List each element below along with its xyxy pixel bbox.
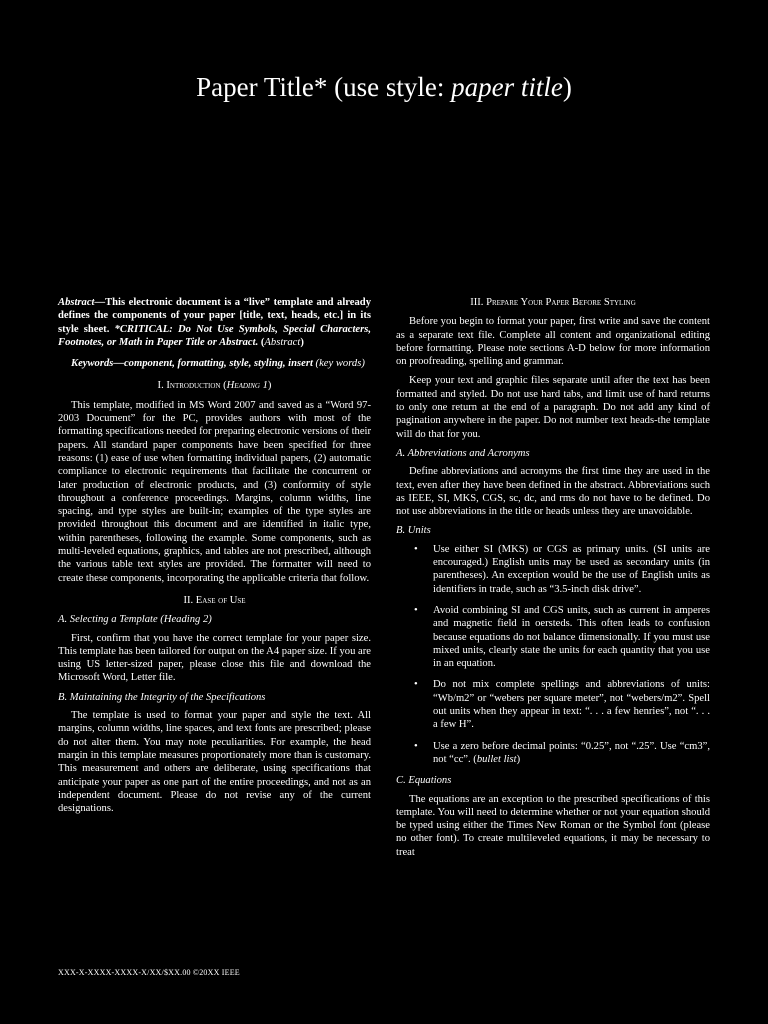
prepare-p2: Keep your text and graphic files separate until after the text has been formatted and styled. Do not use hard tabs, and limit use of hard returns to only one return at the end of a paragraph. Do not add any kind of pagination anywhere in the paper. Do not number text heads-the template will do that for you. xyxy=(396,375,710,440)
title-style-name: paper title xyxy=(451,72,563,102)
list-item xyxy=(396,604,710,670)
intro-heading-style: Heading 1 xyxy=(226,380,268,392)
abstract-label: Abstract xyxy=(58,297,95,308)
paper-title xyxy=(0,72,768,103)
units-bullet-list xyxy=(396,543,710,766)
keywords xyxy=(58,357,371,370)
bullet-icon: • xyxy=(414,740,418,752)
ease-sub-b-heading: B. Maintaining the Integrity of the Specifications xyxy=(58,691,266,703)
bullet-text: Use either SI (MKS) or CGS as primary units. (SI units are encouraged.) English units may be used as secondary units (in parentheses). An exception would be the use of English units as identifiers in trade, such as “3.5-inch disk drive”. xyxy=(433,543,710,595)
ease-sub-a-heading: A. Selecting a Template (Heading 2) xyxy=(58,614,212,626)
left-column xyxy=(58,296,371,815)
list-item xyxy=(396,543,710,596)
ease-heading: II. Ease of Use xyxy=(183,594,246,606)
bullet-icon: • xyxy=(414,679,418,691)
bullet-icon: • xyxy=(414,604,418,616)
bullet-style-close: ) xyxy=(516,753,521,765)
right-column xyxy=(396,296,710,859)
intro-heading xyxy=(58,379,371,392)
title-close: ) xyxy=(562,72,572,102)
abstract-body: —This electronic document is a “live” template and already defines the components of your paper [title, text, heads, etc.] in its style sheet. xyxy=(58,297,371,335)
prepare-sub-c-body: The equations are an exception to the prescribed specifications of this template. You will need to determine whether or not your equation should be typed using either the Times New Roman or the Symbol font (please no other font). To create multileveled equations, it may be necessary to treat xyxy=(396,793,710,858)
list-item xyxy=(396,740,710,767)
bullet-text: Avoid combining SI and CGS units, such as current in amperes and magnetic field in oersteds. This often leads to confusion because equations do not balance dimensionally. If you must use mixed units, clearly state the units for each quantity that you use in an equation. xyxy=(433,604,710,670)
intro-heading-text: I. Introduction ( xyxy=(157,380,227,392)
intro-heading-close: ) xyxy=(267,380,272,392)
copyright-footer: XXX-X-XXXX-XXXX-X/XX/$XX.00 ©20XX IEEE xyxy=(58,968,240,977)
abstract-style-name: Abstract xyxy=(264,336,301,348)
prepare-sub-a-body: Define abbreviations and acronyms the first time they are used in the text, even after they have been defined in the abstract. Abbreviations such as IEEE, SI, MKS, CGS, sc, dc, and rms do not have to be defined. Do not use abbreviations in the title or heads unless they are unavoidable. xyxy=(396,466,710,518)
abstract-critical: *CRITICAL: Do Not Use Symbols, Special Characters, Footnotes, or Math in Paper Title or Abstract. xyxy=(58,323,371,348)
prepare-sub-c-heading: C. Equations xyxy=(396,775,452,787)
intro-body: This template, modified in MS Word 2007 and saved as a “Word 97-2003 Document” for the PC, provides authors with most of the formatting specifications needed for preparing electronic versions of their papers. All standard paper components have been specified for three reasons: (1) ease of use when formatting individual papers, (2) automatic compliance to electronic requirements that facilitate the concurrent or later production of electronic products, and (3) conformity of style throughout a conference proceedings. Margins, column widths, line spacing, and type styles are built-in; examples of the type styles are provided throughout this document and are identified in italic type, within parentheses, following the example. Some components, such as multi-leveled equations, graphics, and tables are not prescribed, although the various table text styles are provided. The formatter will need to create these components, incorporating the applicable criteria that follow. xyxy=(58,399,371,584)
list-item xyxy=(396,678,710,731)
title-text: Paper Title* (use style: xyxy=(196,72,452,102)
prepare-sub-a-heading: A. Abbreviations and Acronyms xyxy=(396,447,530,459)
prepare-p1: Before you begin to format your paper, first write and save the content as a separate text file. Complete all content and organizational editing before formatting. Please note sections A-D below for more information on proofreading, spelling and grammar. xyxy=(396,316,710,368)
keywords-style: (key words) xyxy=(312,358,365,370)
bullet-text: Do not mix complete spellings and abbreviations of units: “Wb/m2” or “webers per square meter”, not “webers/m2”. Spell out units when they appear in text: “. . . a few henries”, not “. . . a few H”. xyxy=(433,679,710,731)
abstract-style-open: ( xyxy=(258,336,265,348)
prepare-heading: III. Prepare Your Paper Before Styling xyxy=(470,297,636,308)
prepare-sub-b-heading: B. Units xyxy=(396,525,431,537)
ease-sub-b-body: The template is used to format your paper and style the text. All margins, column widths, line spaces, and text fonts are prescribed; please do not alter them. You may note peculiarities. For example, the head margin in this template measures proportionately more than is customary. This measurement and others are deliberate, using specifications that anticipate your paper as one part of the entire proceedings, and not as an independent document. Please do not revise any of the current designations. xyxy=(58,710,371,815)
bullet-icon: • xyxy=(414,543,418,555)
abstract-style-close: ) xyxy=(300,336,304,348)
bullet-text: Use a zero before decimal points: “0.25”, not “.25”. Use “cm3”, not “cc”. ( xyxy=(433,740,710,765)
keywords-text: Keywords—component, formatting, style, styling, insert xyxy=(71,358,313,370)
ease-sub-a-body: First, confirm that you have the correct template for your paper size. This template has been tailored for output on the A4 paper size. If you are using US letter-sized paper, please close this file and download the Microsoft Word, Letter file. xyxy=(58,632,371,684)
bullet-style-name: bullet list xyxy=(476,753,517,765)
abstract xyxy=(58,296,371,349)
